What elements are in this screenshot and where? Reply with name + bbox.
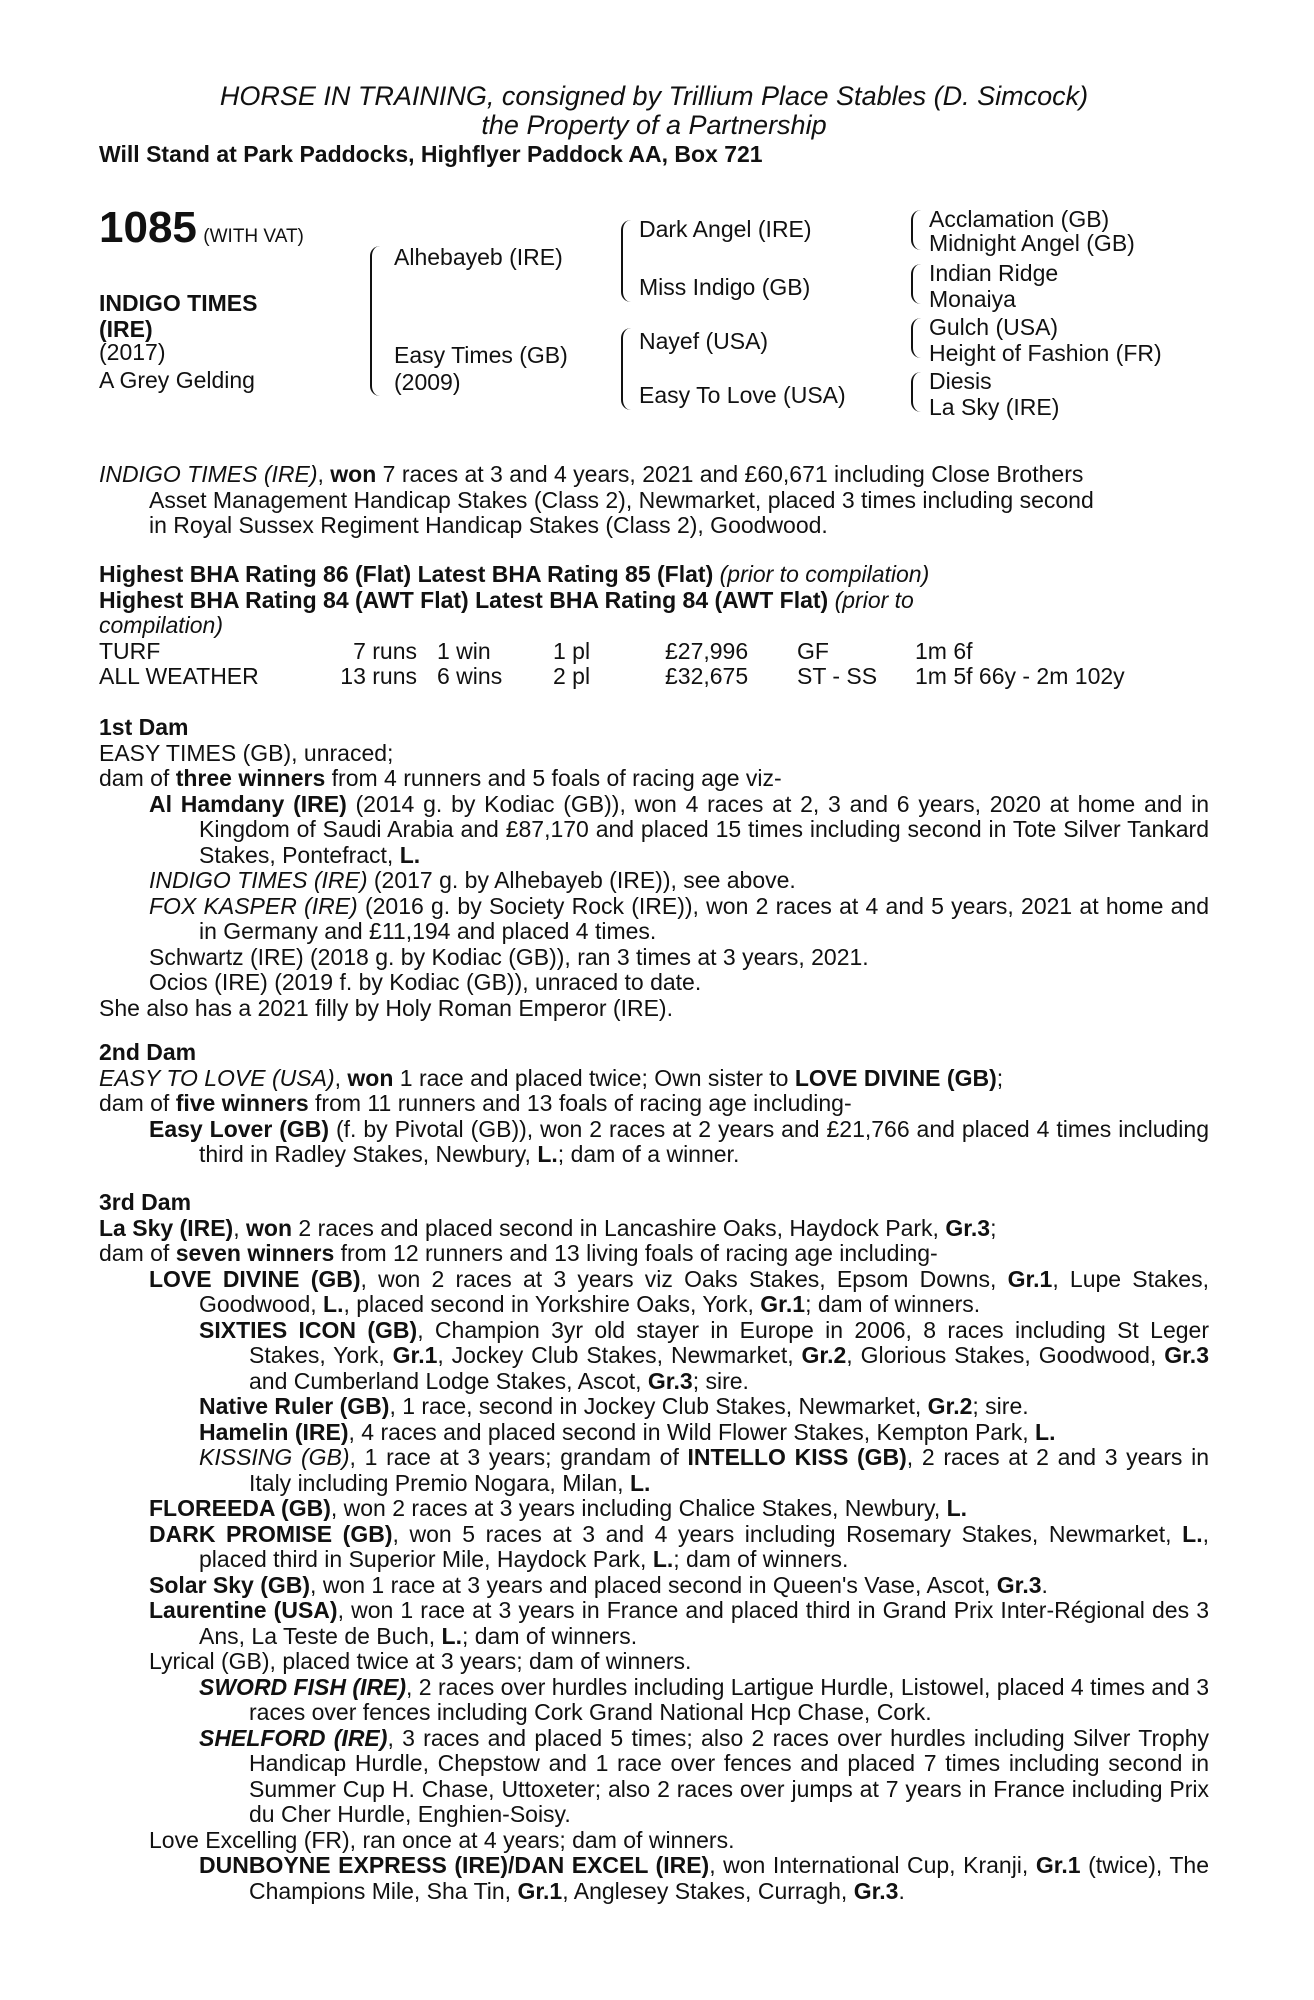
dam-name: La Sky (IRE) <box>99 1214 234 1241</box>
progeny-name: Solar Sky (GB) <box>149 1571 311 1598</box>
dam-year: (2009) <box>394 369 461 395</box>
progeny-entry <box>99 1598 1209 1649</box>
summary-won: won <box>330 461 377 487</box>
record-cell: 7 runs <box>353 637 417 664</box>
record-cell: 1m 6f <box>915 637 973 664</box>
text: , 4 races and placed second in Wild Flower Stakes, Kempton Park, <box>348 1418 1036 1445</box>
record-cell: 2 pl <box>553 663 591 689</box>
horse-name-line2: (IRE) <box>99 316 153 342</box>
dam-name: Easy Times (GB) <box>394 342 568 368</box>
ratings-block <box>99 562 1209 690</box>
text: dam of <box>99 1240 176 1266</box>
race-summary: INDIGO TIMES (IRE), won 7 races at 3 and 4 years, 2021 and £60,671 including Close Brothers Asset Management Handicap Stakes (Class 2), Newmarket, placed 3 times including second in Royal Sussex Regiment Handicap Stakes (Class 2), Goodwood. <box>99 462 1209 539</box>
text: , <box>233 1214 246 1241</box>
text: , Lupe Stakes, Goodwood, <box>199 1265 1209 1317</box>
race-grade: L. <box>399 841 421 868</box>
text: , 2 races at 2 and 3 years in Italy including Premio Nogara, Milan, <box>249 1444 1209 1496</box>
text: ; dam of winners. <box>805 1291 981 1317</box>
race-grade: L. <box>946 1495 968 1521</box>
progeny-name: KISSING (GB) <box>199 1444 350 1470</box>
text: from 12 runners and 13 living foals of racing age including- <box>334 1240 938 1266</box>
text: (2017 g. by Alhebayeb (IRE)), see above. <box>367 867 796 893</box>
race-grade: L. <box>1035 1418 1056 1445</box>
progeny-entry <box>99 1853 1209 1904</box>
race-grade: Gr.3 <box>647 1367 693 1394</box>
sire-name: Alhebayeb (IRE) <box>394 244 563 270</box>
brace-sire <box>621 220 631 302</box>
progeny-name: SIXTIES ICON (GB) <box>199 1316 418 1343</box>
progeny-name: SHELFORD (IRE) <box>199 1724 388 1751</box>
text: (f. by Pivotal (GB)), won 2 races at 2 years and £21,766 and placed 4 times including third in Radley Stakes, Newbury, <box>199 1115 1209 1167</box>
progeny-name: Native Ruler (GB) <box>199 1393 390 1419</box>
text: , <box>334 1064 348 1091</box>
text: ; <box>996 1064 1004 1091</box>
text: , Champion 3yr old stayer in Europe in 2006, 8 races including St Leger Stakes, York, <box>249 1316 1209 1368</box>
summary-horse-name: INDIGO TIMES (IRE) <box>99 461 318 487</box>
race-grade: Gr.1 <box>517 1877 563 1904</box>
text: ; dam of winners. <box>461 1622 638 1649</box>
record-cell: ST - SS <box>797 663 878 689</box>
horse-name-line1: INDIGO TIMES <box>99 290 258 316</box>
text: , won 1 race at 3 years and placed second in Queen's Vase, Ascot, <box>310 1571 997 1598</box>
header-consignor: HORSE IN TRAINING, consigned by Trillium Place Stables (D. Simcock) <box>219 81 1089 111</box>
vat-label: (WITH VAT) <box>203 226 304 247</box>
sd-dam: Monaiya <box>929 286 1016 312</box>
horse-year: (2017) <box>99 339 166 365</box>
record-cell: £27,996 <box>665 637 749 664</box>
text: ; sire. <box>692 1367 749 1394</box>
text: from 4 runners and 5 foals of racing age viz- <box>325 765 782 791</box>
progeny-entry <box>99 792 1209 869</box>
race-record-table <box>99 639 1209 690</box>
race-grade: Gr.3 <box>945 1214 991 1241</box>
text: , 3 races and placed 5 times; also 2 races over hurdles including Silver Trophy Handicap Hurdle, Chepstow and 1 race over fences and placed 7 times including second in Summer Cup H. Chase, Uttoxeter; also 2 races over jumps at 7 years in France including Prix du Cher Hurdle, Enghien-Soisy. <box>249 1724 1209 1827</box>
ds-dam: Height of Fashion (FR) <box>929 340 1162 366</box>
text: , won International Cup, Kranji, <box>709 1852 1036 1878</box>
progeny-entry: Lyrical (GB), placed twice at 3 years; dam of winners. <box>149 1648 692 1674</box>
race-grade: L. <box>629 1469 651 1496</box>
section-heading: 3rd Dam <box>99 1189 192 1215</box>
record-cell: ALL WEATHER <box>99 663 259 689</box>
text: . <box>1041 1571 1048 1598</box>
brace-gen3-4 <box>911 372 921 412</box>
text: 1 race and placed twice; Own sister to <box>393 1064 795 1091</box>
text: and Cumberland Lodge Stakes, Ascot, <box>249 1367 648 1394</box>
won-label: won <box>246 1214 292 1241</box>
brace-gen3-2 <box>911 264 921 304</box>
text: , 2 races over hurdles including Lartigue Hurdle, Listowel, placed 4 times and 3 races over fences including Cork Grand National Hcp Chase, Cork. <box>249 1673 1209 1725</box>
progeny-entry <box>99 1420 1209 1446</box>
dam-dam: Easy To Love (USA) <box>639 382 846 408</box>
section-heading: 1st Dam <box>99 714 189 740</box>
text: dam of <box>99 765 176 791</box>
header-property: the Property of a Partnership <box>481 110 827 140</box>
text: (2016 g. by Society Rock (IRE)), won 2 races at 4 and 5 years, 2021 at home and in Germany and £11,194 and placed 4 times. <box>199 892 1209 944</box>
third-dam-section <box>99 1190 1209 1904</box>
brace-gen3-1 <box>911 210 921 250</box>
progeny-entry <box>99 894 1209 945</box>
text: , Jockey Club Stakes, Newmarket, <box>437 1342 802 1368</box>
race-grade: L. <box>1182 1520 1203 1547</box>
progeny-entry <box>99 1318 1209 1395</box>
catalogue-header <box>99 82 1209 168</box>
horse-description: A Grey Gelding <box>99 367 255 393</box>
winners-count: three winners <box>175 765 326 791</box>
grand-progeny-name: INTELLO KISS (GB) <box>687 1444 907 1470</box>
text: , won 5 races at 3 and 4 years including Rosemary Stakes, Newmarket, <box>392 1520 1183 1547</box>
text: , placed third in Superior Mile, Haydock Park, <box>199 1520 1209 1572</box>
sd-sire: Indian Ridge <box>929 260 1059 286</box>
progeny-entry: Schwartz (IRE) (2018 g. by Kodiac (GB)), ran 3 times at 3 years, 2021. <box>149 943 869 970</box>
record-cell: 1m 5f 66y - 2m 102y <box>915 663 1125 689</box>
brace-gen1 <box>370 246 382 396</box>
record-cell: 1 pl <box>553 637 591 664</box>
text: , 1 race, second in Jockey Club Stakes, Newmarket, <box>389 1393 928 1419</box>
text: (twice), The Champions Mile, Sha Tin, <box>249 1852 1210 1904</box>
race-grade: L. <box>537 1141 558 1167</box>
progeny-name: FOX KASPER (IRE) <box>149 892 358 919</box>
rating-line2: Highest BHA Rating 84 (AWT Flat) Latest BHA Rating 84 (AWT Flat) <box>99 586 829 613</box>
progeny-entry: Love Excelling (FR), ran once at 4 years; dam of winners. <box>149 1826 735 1853</box>
progeny-name: SWORD FISH (IRE) <box>199 1673 407 1700</box>
text: , won 2 races at 3 years viz Oaks Stakes, Epsom Downs, <box>360 1265 1008 1292</box>
text: . <box>898 1877 905 1904</box>
progeny-entry: Ocios (IRE) (2019 f. by Kodiac (GB)), unraced to date. <box>149 969 702 995</box>
won-label: won <box>347 1064 394 1091</box>
progeny-name: DARK PROMISE (GB) <box>149 1520 393 1547</box>
progeny-name: FLOREEDA (GB) <box>149 1495 331 1521</box>
text: ; dam of winners. <box>673 1546 849 1572</box>
dam1-line1: EASY TIMES (GB), unraced; <box>99 739 394 766</box>
record-cell: 1 win <box>437 637 491 664</box>
first-dam-section <box>99 715 1209 1021</box>
race-grade: L. <box>323 1291 344 1317</box>
rating-note2b: compilation) <box>99 612 223 638</box>
horse-info <box>99 338 255 394</box>
race-grade: L. <box>652 1546 674 1572</box>
ds-sire: Gulch (USA) <box>929 314 1059 340</box>
text: , placed second in Yorkshire Oaks, York, <box>343 1291 761 1317</box>
progeny-name: DUNBOYNE EXPRESS (IRE)/DAN EXCEL (IRE) <box>199 1852 710 1878</box>
race-grade: Gr.1 <box>1007 1265 1053 1292</box>
dam-sire: Nayef (USA) <box>639 328 769 354</box>
race-grade: Gr.1 <box>392 1342 438 1368</box>
progeny-entry <box>99 1726 1209 1828</box>
horse-name <box>99 290 257 342</box>
winners-count: seven winners <box>175 1240 335 1266</box>
dd-dam: La Sky (IRE) <box>929 394 1060 420</box>
progeny-entry <box>99 1522 1209 1573</box>
progeny-name: Hamelin (IRE) <box>199 1418 349 1445</box>
rating-note1: (prior to compilation) <box>719 561 930 587</box>
brace-dam <box>621 328 631 410</box>
second-dam-section <box>99 1040 1209 1168</box>
sister-name: LOVE DIVINE (GB) <box>794 1064 997 1091</box>
text: (2014 g. by Kodiac (GB)), won 4 races at 2, 3 and 6 years, 2020 at home and in Kingdom of Saudi Arabia and £87,170 and placed 15 times including second in Tote Silver Tankard Stakes, Pontefract, <box>199 790 1209 868</box>
progeny-entry <box>99 868 1209 894</box>
progeny-name: Al Hamdany (IRE) <box>149 790 347 817</box>
progeny-name: INDIGO TIMES (IRE) <box>149 867 368 893</box>
text: , won 1 race at 3 years in France and placed third in Grand Prix Inter-Régional des 3 Ans, La Teste de Buch, <box>199 1597 1210 1649</box>
text: from 11 runners and 13 foals of racing age including- <box>308 1090 852 1116</box>
text: dam of <box>99 1090 176 1116</box>
progeny-entry <box>99 1675 1209 1726</box>
progeny-name: Laurentine (USA) <box>149 1597 338 1623</box>
header-location: Will Stand at Park Paddocks, Highflyer Paddock AA, Box 721 <box>99 141 763 167</box>
race-grade: Gr.2 <box>927 1393 973 1419</box>
text: , Anglesey Stakes, Curragh, <box>562 1877 854 1904</box>
text: , won 2 races at 3 years including Chalice Stakes, Newbury, <box>330 1495 947 1521</box>
race-grade: Gr.1 <box>760 1291 806 1317</box>
rating-note2: (prior to <box>834 586 914 613</box>
brace-gen3-3 <box>911 318 921 358</box>
dd-sire: Diesis <box>929 368 992 394</box>
record-cell: 6 wins <box>437 663 503 689</box>
record-cell: GF <box>797 637 829 664</box>
sire-sire: Dark Angel (IRE) <box>639 216 812 242</box>
record-cell: TURF <box>99 637 161 664</box>
sire-dam: Miss Indigo (GB) <box>639 274 811 300</box>
ss-sire: Acclamation (GB) <box>929 206 1110 232</box>
summary-text3: in Royal Sussex Regiment Handicap Stakes (Class 2), Goodwood. <box>149 512 828 538</box>
progeny-entry <box>99 1573 1209 1599</box>
record-cell: 13 runs <box>340 663 417 689</box>
progeny-entry <box>99 1445 1209 1496</box>
race-grade: Gr.1 <box>1035 1852 1081 1878</box>
race-grade: L. <box>441 1622 462 1649</box>
lot-number: 1085 <box>99 203 197 252</box>
race-grade: Gr.3 <box>996 1571 1042 1598</box>
dam-name: EASY TO LOVE (USA) <box>99 1064 335 1091</box>
text: , 1 race at 3 years; grandam of <box>349 1444 688 1470</box>
race-grade: Gr.3 <box>1164 1342 1209 1368</box>
text: ; dam of a winner. <box>557 1141 740 1167</box>
progeny-name: Easy Lover (GB) <box>149 1115 330 1142</box>
section-heading: 2nd Dam <box>99 1039 197 1065</box>
race-grade: Gr.2 <box>801 1342 847 1368</box>
summary-text1: 7 races at 3 and 4 years, 2021 and £60,671 including Close Brothers <box>382 461 1084 487</box>
ss-dam: Midnight Angel (GB) <box>929 230 1135 256</box>
rating-line1: Highest BHA Rating 86 (Flat) Latest BHA Rating 85 (Flat) <box>99 561 714 587</box>
progeny-entry <box>99 1496 1209 1522</box>
text: , Glorious Stakes, Goodwood, <box>846 1342 1165 1368</box>
record-cell: £32,675 <box>665 663 749 689</box>
dam1-footnote: She also has a 2021 filly by Holy Roman Emperor (IRE). <box>99 994 673 1021</box>
winners-count: five winners <box>175 1090 309 1116</box>
progeny-entry <box>99 1394 1209 1420</box>
lot-number-line <box>99 203 304 252</box>
text: 2 races and placed second in Lancashire Oaks, Haydock Park, <box>292 1214 946 1241</box>
progeny-entry <box>99 1267 1209 1318</box>
progeny-name: LOVE DIVINE (GB) <box>149 1265 361 1292</box>
text: ; sire. <box>972 1393 1029 1419</box>
race-grade: Gr.3 <box>853 1877 899 1904</box>
text: ; <box>990 1214 997 1241</box>
progeny-entry <box>99 1117 1209 1168</box>
pedigree-block <box>99 203 1209 428</box>
summary-text2: Asset Management Handicap Stakes (Class 2), Newmarket, placed 3 times including second <box>149 486 1094 513</box>
